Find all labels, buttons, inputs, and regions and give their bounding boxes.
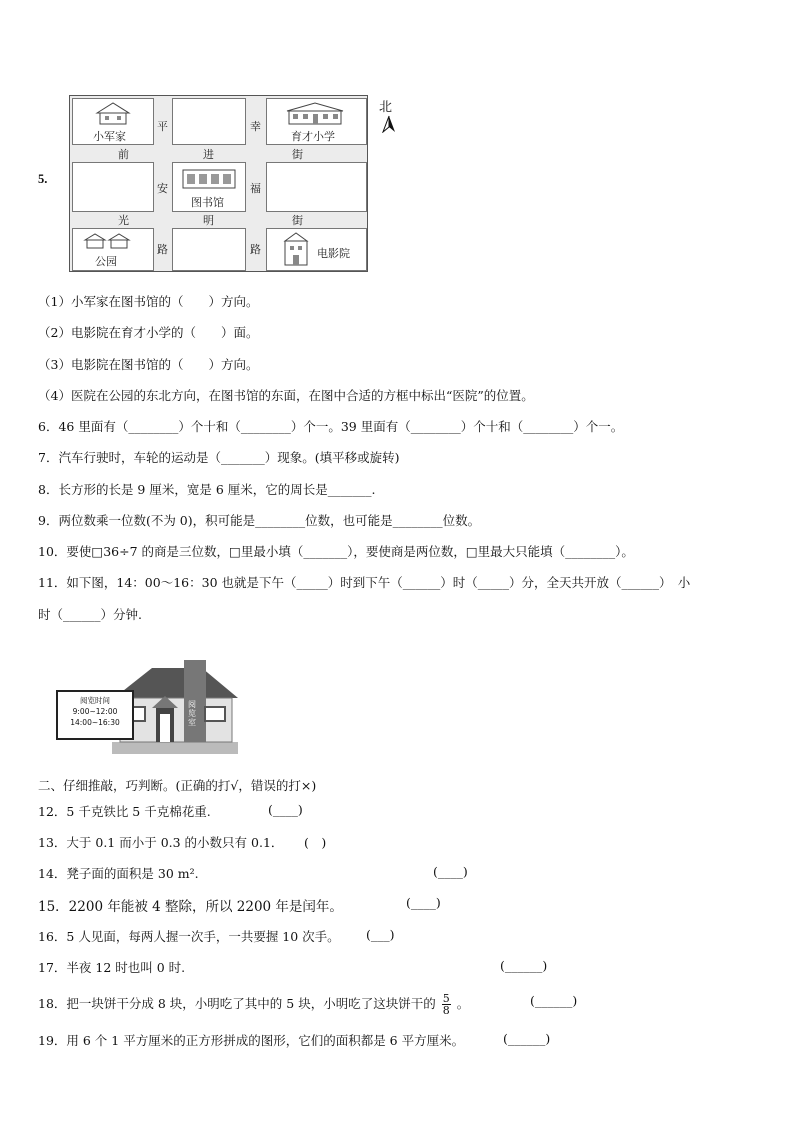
label-xiaojun: 小军家 xyxy=(93,130,126,143)
sign-line-1: 9:00~12:00 xyxy=(72,707,118,716)
q13-blank[interactable]: ( ) xyxy=(304,835,327,850)
block-yucai xyxy=(266,98,367,145)
q6: 6．46 里面有（________）个十和（________）个一。39 里面有（________）个十和（________）个一。 xyxy=(38,419,624,434)
road-h1-char: 前 xyxy=(118,148,129,161)
compass xyxy=(379,96,397,137)
label-yucai: 育才小学 xyxy=(291,130,335,143)
q17-text: 17．半夜 12 时也叫 0 时. xyxy=(38,960,186,975)
q19-blank[interactable]: (______) xyxy=(503,1031,551,1046)
road-h1-char: 进 xyxy=(203,148,214,161)
tower-label: 阅览室 xyxy=(188,700,196,727)
road-h2-char: 街 xyxy=(292,214,303,227)
road-v2-char: 路 xyxy=(250,243,261,256)
label-cinema: 电影院 xyxy=(317,247,350,260)
block-cinema xyxy=(266,228,367,271)
q17-blank[interactable]: (______) xyxy=(500,958,548,973)
cinema-icon xyxy=(281,231,311,267)
block-xiaojun xyxy=(72,98,154,145)
q13-text: 13．大于 0.1 而小于 0.3 的小数只有 0.1． xyxy=(38,835,284,850)
q16-text: 16．5 人见面，每两人握一次手，一共要握 10 次手。 xyxy=(38,929,340,944)
road-v2-char: 福 xyxy=(250,182,261,195)
q16-blank[interactable]: (___) xyxy=(366,927,395,942)
q11-line2: 时（______）分钟. xyxy=(38,607,142,622)
q15-text: 15．2200 年能被 4 整除，所以 2200 年是闰年。 xyxy=(38,899,343,915)
road-h2-char: 明 xyxy=(203,214,214,227)
q11-line1: 11．如下图，14：00～16：30 也就是下午（_____）时到下午（______）时（_____）分，全天共开放（______） 小 xyxy=(38,575,691,590)
label-library: 图书馆 xyxy=(191,196,224,209)
q19-text: 19．用 6 个 1 平方厘米的正方形拼成的图形，它们的面积都是 6 平方厘米。 xyxy=(38,1033,465,1048)
fraction xyxy=(442,993,451,1016)
fraction-denominator: 8 xyxy=(442,1004,450,1017)
house-icon xyxy=(95,101,131,125)
north-arrow-icon xyxy=(381,115,397,133)
q12-text: 12．5 千克铁比 5 千克棉花重. xyxy=(38,804,211,819)
q18-blank[interactable]: (______) xyxy=(530,993,578,1008)
road-v1-char: 安 xyxy=(157,182,168,195)
block-empty-mid-left xyxy=(72,162,154,212)
sign-line-2: 14:00~16:30 xyxy=(70,718,120,727)
q12-blank[interactable]: (____) xyxy=(268,802,303,817)
road-h1-char: 街 xyxy=(292,148,303,161)
q7: 7．汽车行驶时，车轮的运动是（_______）现象。(填平移或旋转) xyxy=(38,450,400,465)
q10: 10．要使□36÷7 的商是三位数，□里最小填（_______），要使商是两位数，□里最大只能填（________）。 xyxy=(38,544,634,559)
library-icon xyxy=(181,166,237,190)
section-heading: 二、仔细推敲，巧判断。(正确的打√，错误的打×) xyxy=(38,778,317,793)
road-v1-char: 平 xyxy=(157,120,168,133)
q14-text: 14．凳子面的面积是 30 m². xyxy=(38,866,199,881)
q8: 8．长方形的长是 9 厘米，宽是 6 厘米，它的周长是_______. xyxy=(38,482,376,497)
q5-sub-2: （2）电影院在育才小学的（ ）面。 xyxy=(38,325,259,340)
q14-blank[interactable]: (____) xyxy=(433,864,468,879)
q15-blank[interactable]: (____) xyxy=(406,895,441,910)
block-park xyxy=(72,228,154,271)
block-empty-mid-right xyxy=(266,162,367,212)
block-library xyxy=(172,162,246,212)
q18-tail: 。 xyxy=(456,996,470,1011)
direction-map xyxy=(69,95,368,272)
road-v1-char: 路 xyxy=(157,243,168,256)
north-label: 北 xyxy=(379,100,393,115)
park-icon xyxy=(83,232,133,250)
road-v2-char: 幸 xyxy=(250,120,261,133)
sign-title: 阅览时间 xyxy=(80,696,110,705)
q9: 9．两位数乘一位数(不为 0)，积可能是________位数，也可能是________位数。 xyxy=(38,513,481,528)
label-park: 公园 xyxy=(95,255,117,268)
q18-text: 18．把一块饼干分成 8 块，小明吃了其中的 5 块，小明吃了这块饼干的 xyxy=(38,996,436,1011)
reading-room-illustration xyxy=(52,660,242,755)
q5-sub-3: （3）电影院在图书馆的（ ）方向。 xyxy=(38,357,259,372)
school-icon xyxy=(285,101,345,125)
block-empty-top-middle xyxy=(172,98,246,145)
fraction-numerator: 5 xyxy=(442,992,450,1005)
opening-hours-sign xyxy=(56,690,134,740)
road-h2-char: 光 xyxy=(118,214,129,227)
q5-sub-4: （4）医院在公园的东北方向，在图书馆的东面，在图中合适的方框中标出“医院”的位置。 xyxy=(38,388,534,403)
q5-sub-1: （1）小军家在图书馆的（ ）方向。 xyxy=(38,294,259,309)
block-empty-bottom-middle xyxy=(172,228,246,271)
q18-line xyxy=(38,993,469,1016)
question-number: 5. xyxy=(38,172,48,186)
